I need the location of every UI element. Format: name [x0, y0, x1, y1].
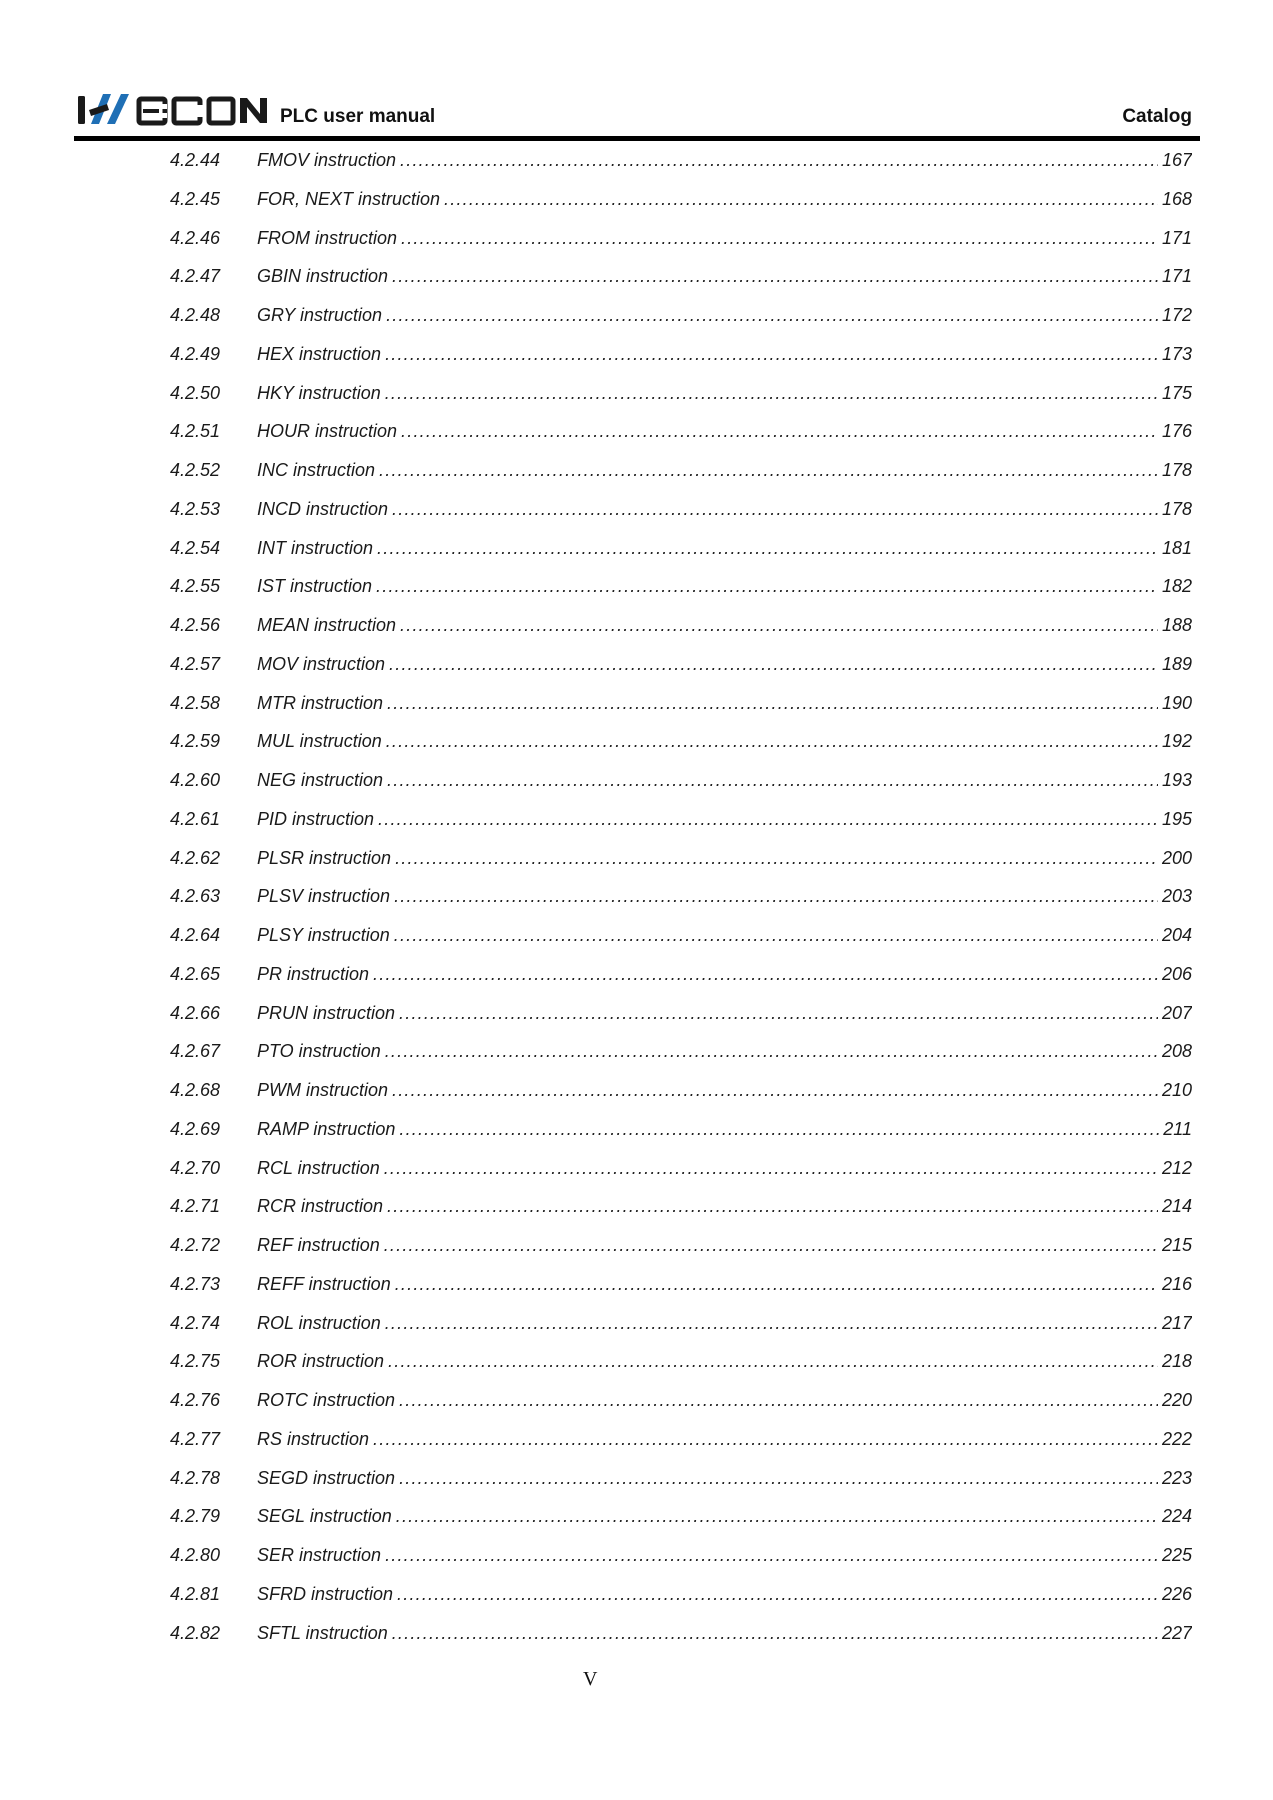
dot-leader [400, 615, 1158, 636]
page-header [74, 88, 1200, 142]
toc-entry-title[interactable]: RAMP instruction [257, 1118, 396, 1139]
toc-entry-number: 4.2.82 [170, 1622, 221, 1643]
toc-entry-page[interactable]: 214 [1161, 1196, 1192, 1217]
toc-entry-title[interactable]: SFTL instruction [257, 1622, 388, 1643]
toc-entry-page[interactable]: 173 [1161, 343, 1192, 364]
page-number: V [583, 1668, 598, 1690]
toc-entry-page[interactable]: 226 [1161, 1583, 1192, 1604]
toc-entry-page[interactable]: 227 [1161, 1622, 1192, 1643]
toc-entry[interactable] [170, 925, 1192, 964]
toc-entry-page[interactable]: 215 [1161, 1235, 1192, 1255]
toc-entry-number: 4.2.55 [170, 576, 221, 597]
dot-leader [392, 266, 1158, 287]
toc-entry-number: 4.2.51 [170, 421, 221, 442]
toc-entry-title[interactable]: RCL instruction [257, 1157, 380, 1178]
toc-entry-title[interactable]: INC instruction [257, 460, 376, 480]
dot-leader [376, 576, 1158, 597]
dot-leader [394, 886, 1158, 907]
toc-entry[interactable] [170, 305, 1192, 344]
dot-leader [384, 1235, 1158, 1256]
toc-entry[interactable] [170, 1080, 1192, 1119]
dot-leader [373, 1429, 1158, 1450]
dot-leader [399, 1390, 1158, 1411]
toc-entry[interactable] [170, 1196, 1192, 1235]
toc-entry-page[interactable]: 217 [1161, 1312, 1192, 1333]
toc-entry-number: 4.2.49 [170, 343, 221, 364]
toc-entry-number: 4.2.81 [170, 1583, 221, 1604]
toc-entry[interactable] [170, 499, 1192, 538]
toc-entry[interactable] [170, 654, 1192, 693]
toc-entry[interactable] [170, 731, 1192, 770]
toc-entry[interactable] [170, 1584, 1192, 1623]
toc-entry[interactable] [170, 383, 1192, 422]
toc-entry-page[interactable]: 206 [1161, 963, 1192, 984]
toc-entry-number: 4.2.72 [170, 1235, 221, 1255]
dot-leader [396, 1506, 1158, 1527]
toc-entry-page[interactable]: 210 [1161, 1080, 1192, 1100]
toc-entry-number: 4.2.54 [170, 537, 221, 558]
dot-leader [394, 925, 1158, 946]
toc-entry[interactable] [170, 150, 1192, 189]
toc-entry-title[interactable]: RCR instruction [257, 1196, 384, 1217]
toc-entry[interactable] [170, 1468, 1192, 1507]
toc-entry-title[interactable]: HEX instruction [257, 343, 382, 364]
toc-entry[interactable] [170, 886, 1192, 925]
toc-entry-number: 4.2.48 [170, 305, 221, 325]
toc-entry-page[interactable]: 224 [1161, 1506, 1192, 1527]
toc-entry-page[interactable]: 193 [1161, 770, 1192, 790]
toc-entry[interactable] [170, 344, 1192, 383]
dot-leader [444, 189, 1158, 210]
dot-leader [397, 1584, 1158, 1605]
toc-entry[interactable] [170, 1119, 1192, 1158]
dot-leader [392, 499, 1158, 520]
toc-entry-page[interactable]: 188 [1161, 615, 1192, 635]
toc-entry[interactable] [170, 1003, 1192, 1042]
toc-entry[interactable] [170, 770, 1192, 809]
toc-entry-page[interactable]: 212 [1161, 1157, 1192, 1178]
toc-entry-title[interactable]: SER instruction [257, 1545, 382, 1565]
toc-entry-page[interactable]: 223 [1161, 1467, 1192, 1488]
toc-entry-number: 4.2.67 [170, 1041, 221, 1062]
toc-entry-number: 4.2.60 [170, 770, 221, 790]
toc-entry-page[interactable]: 178 [1161, 498, 1192, 519]
dot-leader [389, 654, 1158, 675]
toc-entry-page[interactable]: 208 [1161, 1041, 1192, 1062]
document-title: PLC user manual [280, 106, 436, 127]
toc-entry-number: 4.2.50 [170, 382, 221, 403]
toc-entry-page[interactable]: 178 [1161, 460, 1192, 480]
dot-leader [377, 538, 1158, 559]
toc-entry[interactable] [170, 421, 1192, 460]
dot-leader [385, 344, 1158, 365]
toc-entry-title[interactable]: PLSY instruction [257, 925, 390, 945]
toc-entry-number: 4.2.63 [170, 886, 221, 907]
toc-entry-title[interactable]: FMOV instruction [257, 150, 397, 170]
toc-entry[interactable] [170, 1313, 1192, 1352]
toc-entry-number: 4.2.47 [170, 266, 221, 287]
toc-entry-page[interactable]: 216 [1161, 1273, 1192, 1294]
toc-entry-number: 4.2.61 [170, 808, 221, 829]
toc-entry-title[interactable]: PLSV instruction [257, 886, 391, 907]
toc-entry-number: 4.2.71 [170, 1196, 221, 1217]
toc-entry-number: 4.2.64 [170, 925, 221, 945]
toc-entry[interactable] [170, 1351, 1192, 1390]
toc-entry-number: 4.2.53 [170, 498, 221, 519]
toc-entry-title[interactable]: NEG instruction [257, 770, 384, 790]
dot-leader [384, 1158, 1158, 1179]
toc-entry-title[interactable]: ROR instruction [257, 1351, 385, 1372]
toc-entry-page[interactable]: 207 [1161, 1002, 1192, 1023]
toc-entry-number: 4.2.79 [170, 1506, 221, 1527]
toc-entry-number: 4.2.75 [170, 1351, 221, 1372]
dot-leader [399, 1003, 1158, 1024]
toc-entry[interactable] [170, 615, 1192, 654]
toc-entry-page[interactable]: 218 [1161, 1351, 1192, 1372]
toc-entry-page[interactable]: 225 [1161, 1545, 1192, 1565]
toc-entry-page[interactable]: 175 [1161, 382, 1192, 403]
toc-entry-number: 4.2.56 [170, 615, 221, 635]
toc-entry-number: 4.2.45 [170, 188, 221, 209]
toc-entry-page[interactable]: 172 [1161, 305, 1192, 325]
toc-entry-title[interactable]: FOR, NEXT instruction [257, 188, 441, 209]
toc-entry[interactable] [170, 693, 1192, 732]
toc-entry-page[interactable]: 203 [1161, 886, 1192, 907]
toc-entry-page[interactable]: 181 [1161, 537, 1192, 558]
toc-entry-number: 4.2.78 [170, 1467, 221, 1488]
toc-entry-title[interactable]: HOUR instruction [257, 421, 398, 442]
toc-entry[interactable] [170, 189, 1192, 228]
dot-leader [395, 1274, 1158, 1295]
toc-entry-number: 4.2.58 [170, 692, 221, 713]
toc-entry-number: 4.2.76 [170, 1390, 221, 1410]
toc-entry-title[interactable]: ROTC instruction [257, 1390, 396, 1410]
toc-entry-page[interactable]: 192 [1161, 731, 1192, 752]
toc-entry-page[interactable]: 211 [1163, 1118, 1192, 1139]
toc-entry-number: 4.2.69 [170, 1118, 221, 1139]
dot-leader [399, 1119, 1159, 1140]
toc-entry-title[interactable]: PTO instruction [257, 1041, 381, 1062]
toc-entry-page[interactable]: 168 [1161, 188, 1192, 209]
toc-entry-page[interactable]: 167 [1161, 150, 1192, 170]
toc-entry-number: 4.2.62 [170, 847, 221, 868]
dot-leader [387, 1196, 1158, 1217]
toc-entry-title[interactable]: MOV instruction [257, 653, 386, 674]
toc-entry-title[interactable]: PR instruction [257, 963, 370, 984]
table-of-contents [170, 150, 1192, 1661]
toc-entry-page[interactable]: 220 [1161, 1390, 1192, 1410]
toc-entry[interactable] [170, 1545, 1192, 1584]
toc-entry-title[interactable]: REFF instruction [257, 1273, 391, 1294]
toc-entry[interactable] [170, 460, 1192, 499]
toc-entry-title[interactable]: SEGL instruction [257, 1506, 392, 1527]
toc-entry-title[interactable]: SEGD instruction [257, 1467, 396, 1488]
dot-leader [379, 460, 1158, 481]
toc-entry[interactable] [170, 576, 1192, 615]
toc-entry-title[interactable]: PWM instruction [257, 1080, 389, 1100]
toc-entry-title[interactable]: SFRD instruction [257, 1583, 394, 1604]
toc-entry-number: 4.2.74 [170, 1312, 221, 1333]
toc-entry[interactable] [170, 1041, 1192, 1080]
toc-entry-title[interactable]: ROL instruction [257, 1312, 381, 1333]
dot-leader [400, 150, 1158, 171]
dot-leader [399, 1468, 1158, 1489]
dot-leader [386, 305, 1158, 326]
toc-entry-title[interactable]: PID instruction [257, 808, 375, 829]
toc-entry-title[interactable]: HKY instruction [257, 382, 381, 403]
dot-leader [392, 1080, 1158, 1101]
toc-entry-title[interactable]: PLSR instruction [257, 847, 392, 868]
toc-entry[interactable] [170, 964, 1192, 1003]
header-divider [74, 136, 1200, 141]
toc-entry-page[interactable]: 176 [1161, 421, 1192, 442]
dot-leader [385, 1545, 1158, 1566]
toc-entry[interactable] [170, 228, 1192, 267]
toc-entry-page[interactable]: 171 [1161, 227, 1192, 248]
toc-entry-title[interactable]: INCD instruction [257, 498, 389, 519]
toc-entry-number: 4.2.57 [170, 653, 221, 674]
dot-leader [378, 809, 1158, 830]
toc-entry-page[interactable]: 189 [1161, 653, 1192, 674]
toc-entry-number: 4.2.52 [170, 460, 221, 480]
toc-entry-number: 4.2.59 [170, 731, 221, 752]
toc-entry-title[interactable]: RS instruction [257, 1428, 370, 1449]
toc-entry[interactable] [170, 266, 1192, 305]
toc-entry[interactable] [170, 1158, 1192, 1197]
toc-entry[interactable] [170, 848, 1192, 887]
toc-entry-title[interactable]: GRY instruction [257, 305, 383, 325]
dot-leader [395, 848, 1158, 869]
toc-entry[interactable] [170, 1429, 1192, 1468]
toc-entry-number: 4.2.70 [170, 1157, 221, 1178]
dot-leader [386, 731, 1158, 752]
dot-leader [385, 1041, 1158, 1062]
dot-leader [385, 1313, 1158, 1334]
dot-leader [392, 1623, 1158, 1644]
toc-entry-title[interactable]: MEAN instruction [257, 615, 397, 635]
toc-entry-number: 4.2.80 [170, 1545, 221, 1565]
toc-entry-page[interactable]: 171 [1161, 266, 1192, 287]
toc-entry[interactable] [170, 538, 1192, 577]
toc-entry-title[interactable]: IST instruction [257, 576, 373, 597]
toc-entry-title[interactable]: MUL instruction [257, 731, 382, 752]
toc-entry-page[interactable]: 182 [1161, 576, 1192, 597]
toc-entry-page[interactable]: 222 [1161, 1428, 1192, 1449]
toc-entry-page[interactable]: 195 [1161, 808, 1192, 829]
toc-entry-title[interactable]: GBIN instruction [257, 266, 389, 287]
toc-entry-number: 4.2.68 [170, 1080, 221, 1100]
dot-leader [401, 228, 1158, 249]
dot-leader [401, 421, 1158, 442]
dot-leader [388, 1351, 1158, 1372]
toc-entry[interactable] [170, 1506, 1192, 1545]
dot-leader [385, 383, 1158, 404]
toc-entry-page[interactable]: 200 [1161, 847, 1192, 868]
dot-leader [387, 770, 1158, 791]
toc-entry-title[interactable]: INT instruction [257, 537, 374, 558]
toc-entry-number: 4.2.77 [170, 1428, 221, 1449]
toc-entry[interactable] [170, 1274, 1192, 1313]
wecon-logo-icon [77, 90, 269, 126]
section-title: Catalog [1122, 106, 1192, 127]
toc-entry-page[interactable]: 190 [1161, 692, 1192, 713]
toc-entry-title[interactable]: PRUN instruction [257, 1002, 396, 1023]
toc-entry-title[interactable]: REF instruction [257, 1235, 380, 1255]
toc-entry[interactable] [170, 1623, 1192, 1662]
dot-leader [373, 964, 1158, 985]
toc-entry-number: 4.2.44 [170, 150, 221, 170]
toc-entry-title[interactable]: MTR instruction [257, 692, 384, 713]
toc-entry[interactable] [170, 1235, 1192, 1274]
toc-entry-page[interactable]: 204 [1161, 925, 1192, 945]
toc-entry-number: 4.2.46 [170, 227, 221, 248]
toc-entry[interactable] [170, 809, 1192, 848]
toc-entry[interactable] [170, 1390, 1192, 1429]
toc-entry-number: 4.2.65 [170, 963, 221, 984]
dot-leader [387, 693, 1158, 714]
toc-entry-number: 4.2.73 [170, 1273, 221, 1294]
toc-entry-number: 4.2.66 [170, 1002, 221, 1023]
toc-entry-title[interactable]: FROM instruction [257, 227, 398, 248]
